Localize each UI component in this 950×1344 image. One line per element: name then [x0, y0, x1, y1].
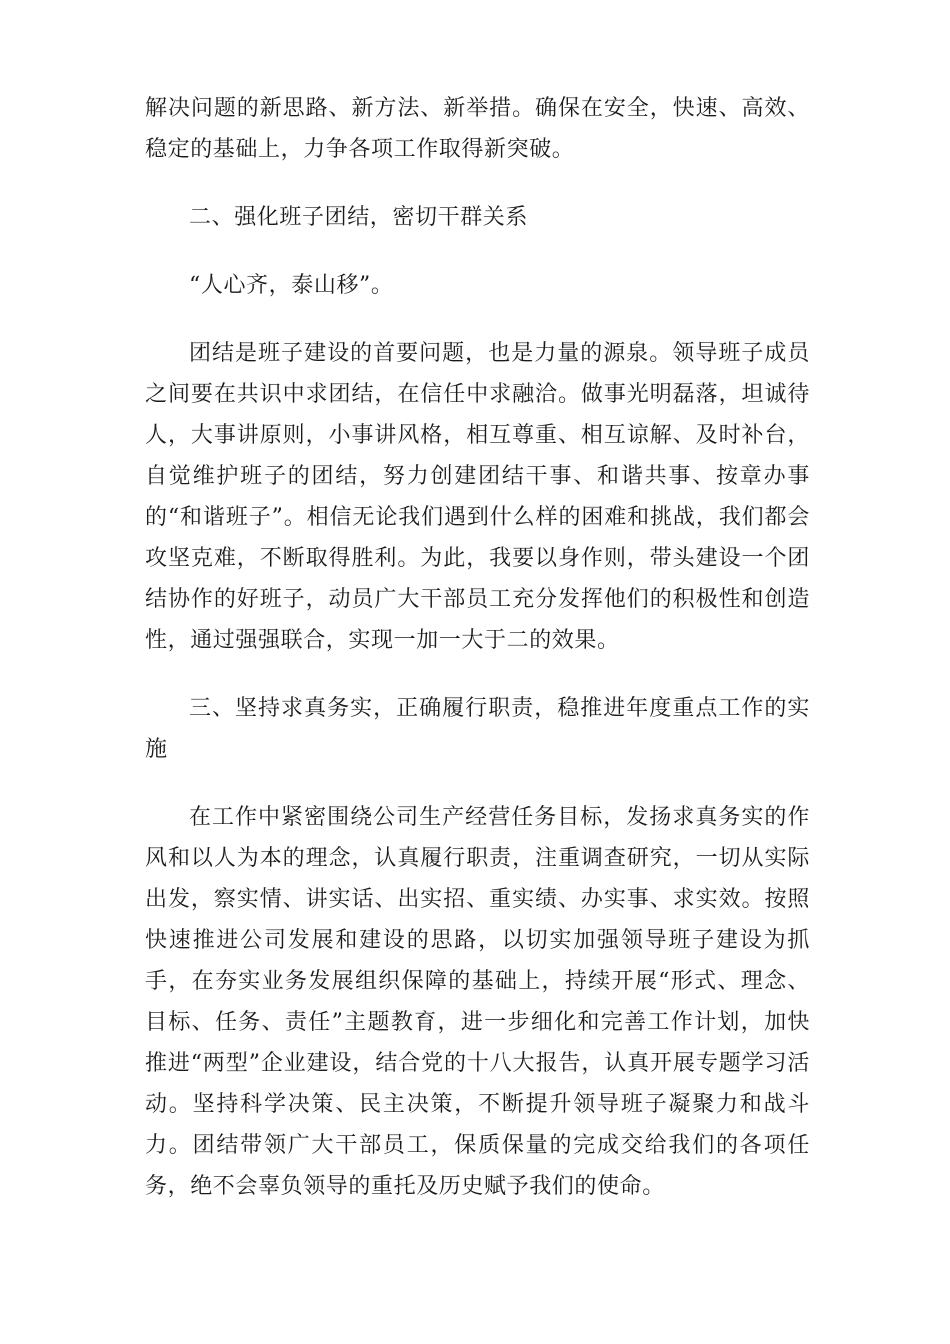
section-heading-two: 二、强化班子团结，密切干群关系	[189, 205, 529, 230]
section-heading-three: 三、坚持求真务实，正确履行职责，稳推进年度重点工作的实施	[145, 696, 810, 762]
paragraph-continuation: 解决问题的新思路、新方法、新举措。确保在安全，快速、高效、稳定的基础上，力争各项工作取得新突破。	[145, 96, 810, 162]
paragraph-work: 在工作中紧密围绕公司生产经营任务目标，发扬求真务实的作风和以人为本的理念，认真履行职责，注重调查研究，一切从实际出发，察实情、讲实话、出实招、重实绩、办实事、求实效。按照快速推进公司发展和建设的思路，以切实加强领导班子建设为抓手，在夯实业务发展组织保障的基础上，持续开展“形式、理念、目标、任务、责任”主题教育，进一步细化和完善工作计划，加快推进“两型”企业建设，结合党的十八大报告，认真开展专题学习活动。坚持科学决策、民主决策，不断提升领导班子凝聚力和战斗力。团结带领广大干部员工，保质保量的完成交给我们的各项任务，绝不会辜负领导的重托及历史赋予我们的使命。	[145, 805, 810, 1199]
document-body	[145, 88, 810, 1207]
paragraph-unity: 团结是班子建设的首要问题，也是力量的源泉。领导班子成员之间要在共识中求团结，在信任中求融洽。做事光明磊落，坦诚待人，大事讲原则，小事讲风格，相互尊重、相互谅解、及时补台，自觉维护班子的团结，努力创建团结干事、和谐共事、按章办事的“和谐班子”。相信无论我们遇到什么样的困难和挑战，我们都会攻坚克难，不断取得胜利。为此，我要以身作则，带头建设一个团结协作的好班子，动员广大干部员工充分发挥他们的积极性和创造性，通过强强联合，实现一加一大于二的效果。	[145, 341, 810, 653]
quote-paragraph: “人心齐，泰山移”。	[189, 273, 394, 298]
